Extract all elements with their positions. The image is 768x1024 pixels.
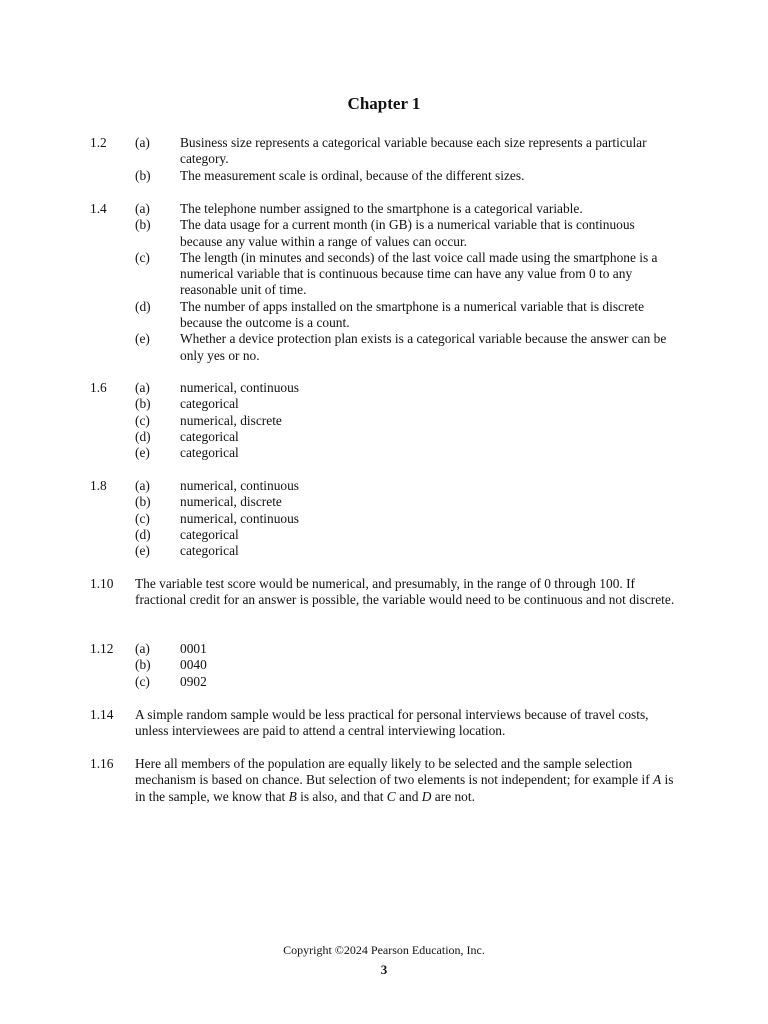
item-text: The measurement scale is ordinal, because of the different sizes. [180,167,525,183]
problem-number: 1.2 [90,135,107,150]
item-text: numerical, discrete [180,412,282,428]
answer-item [0,494,768,510]
element-label: A [653,772,662,788]
element-label: C [386,788,396,804]
item-label: (d) [135,298,151,314]
item-label: (e) [135,445,150,461]
item-text: numerical, continuous [180,380,299,395]
problem-number: 1.14 [90,707,114,722]
item-text: categorical [180,428,239,444]
item-text: Business size represents a categorical variable because each size represents a particular category. [180,135,647,167]
problem-1-10 [0,576,768,609]
answer-item [0,135,768,168]
answer-item [0,413,768,429]
item-text: 0001 [180,641,207,656]
answer-item [0,168,768,184]
answer-item [0,380,768,396]
item-text: Whether a device protection plan exists is a categorical variable because the answer can be only yes or no. [180,331,667,363]
item-label: (d) [135,526,151,542]
problem-number: 1.6 [90,380,107,395]
item-label: (a) [135,641,150,656]
answer-item [0,543,768,559]
copyright-notice: Copyright ©2024 Pearson Education, Inc. [283,943,485,957]
problem-1-12 [0,641,768,690]
item-label: (a) [135,380,150,395]
text-segment: and [395,788,422,804]
item-text: numerical, discrete [180,494,282,510]
answer-item [0,674,768,690]
item-text: categorical [180,445,239,461]
problem-1-14 [0,707,768,740]
element-label: D [421,788,432,804]
answer-item [0,657,768,673]
item-label: (b) [135,396,151,412]
page-title: Chapter 1 [347,94,421,113]
answer-item [0,396,768,412]
item-label: (c) [135,673,150,689]
element-label: B [288,788,297,804]
problem-1-8 [0,478,768,559]
answer-paragraph: The variable test score would be numerical, and presumably, in the range of 0 through 100. If fractional credit for an answer is possible, the variable would need to be continuous and not discrete. [135,576,675,608]
item-text: 0040 [180,657,207,673]
answer-item [0,527,768,543]
item-text: categorical [180,526,239,542]
item-text: The data usage for a current month (in GB) is a numerical variable that is continuous because any value within a range of values can occur. [180,217,635,249]
item-label: (a) [135,135,150,150]
problem-1-4 [0,201,768,364]
item-label: (b) [135,217,151,233]
problem-number: 1.16 [90,756,114,771]
text-segment: is in the sample, we know that [135,772,674,804]
page-footer [0,942,768,978]
answer-item [0,217,768,250]
item-label: (b) [135,494,151,510]
answer-item [0,511,768,527]
item-label: (c) [135,249,150,265]
item-text: The telephone number assigned to the smartphone is a categorical variable. [180,201,583,216]
item-label: (b) [135,167,151,183]
answer-item [0,429,768,445]
answer-item [0,331,768,364]
item-text: The number of apps installed on the smartphone is a numerical variable that is discrete because the outcome is a count. [180,298,645,331]
answer-item [0,641,768,657]
item-label: (c) [135,412,150,428]
problem-1-6 [0,380,768,461]
answer-item [0,250,768,299]
item-text: 0902 [180,673,207,689]
answer-item [0,445,768,461]
text-segment: are not. [431,788,475,804]
answer-item [0,299,768,332]
problem-1-2 [0,135,768,184]
item-label: (e) [135,331,150,347]
item-text: categorical [180,543,239,559]
item-label: (c) [135,510,150,526]
answer-paragraph [135,756,675,805]
item-label: (d) [135,428,151,444]
text-segment: Here all members of the population are equally likely to be selected and the sample selection mechanism is based on chance. But selection of two elements is not independent; for example if [135,756,653,788]
item-label: (a) [135,201,150,216]
item-label: (e) [135,543,150,559]
problem-number: 1.4 [90,201,107,216]
text-segment: is also, and that [296,788,387,804]
problem-number: 1.12 [90,641,114,656]
answer-item [0,478,768,494]
item-label: (b) [135,657,151,673]
item-text: The length (in minutes and seconds) of the last voice call made using the smartphone is a numerical variable that is continuous because time can have any value from 0 to any reasonable unit of time. [180,249,658,298]
item-text: numerical, continuous [180,478,299,493]
problem-number: 1.8 [90,478,107,493]
problem-1-16 [0,756,768,805]
item-text: numerical, continuous [180,510,299,526]
item-text: categorical [180,396,239,412]
page-number: 3 [380,962,388,977]
problem-number: 1.10 [90,576,114,591]
item-label: (a) [135,478,150,493]
answer-item [0,201,768,217]
answer-paragraph: A simple random sample would be less practical for personal interviews because of travel costs, unless interviewees are paid to attend a central interviewing location. [135,707,649,739]
